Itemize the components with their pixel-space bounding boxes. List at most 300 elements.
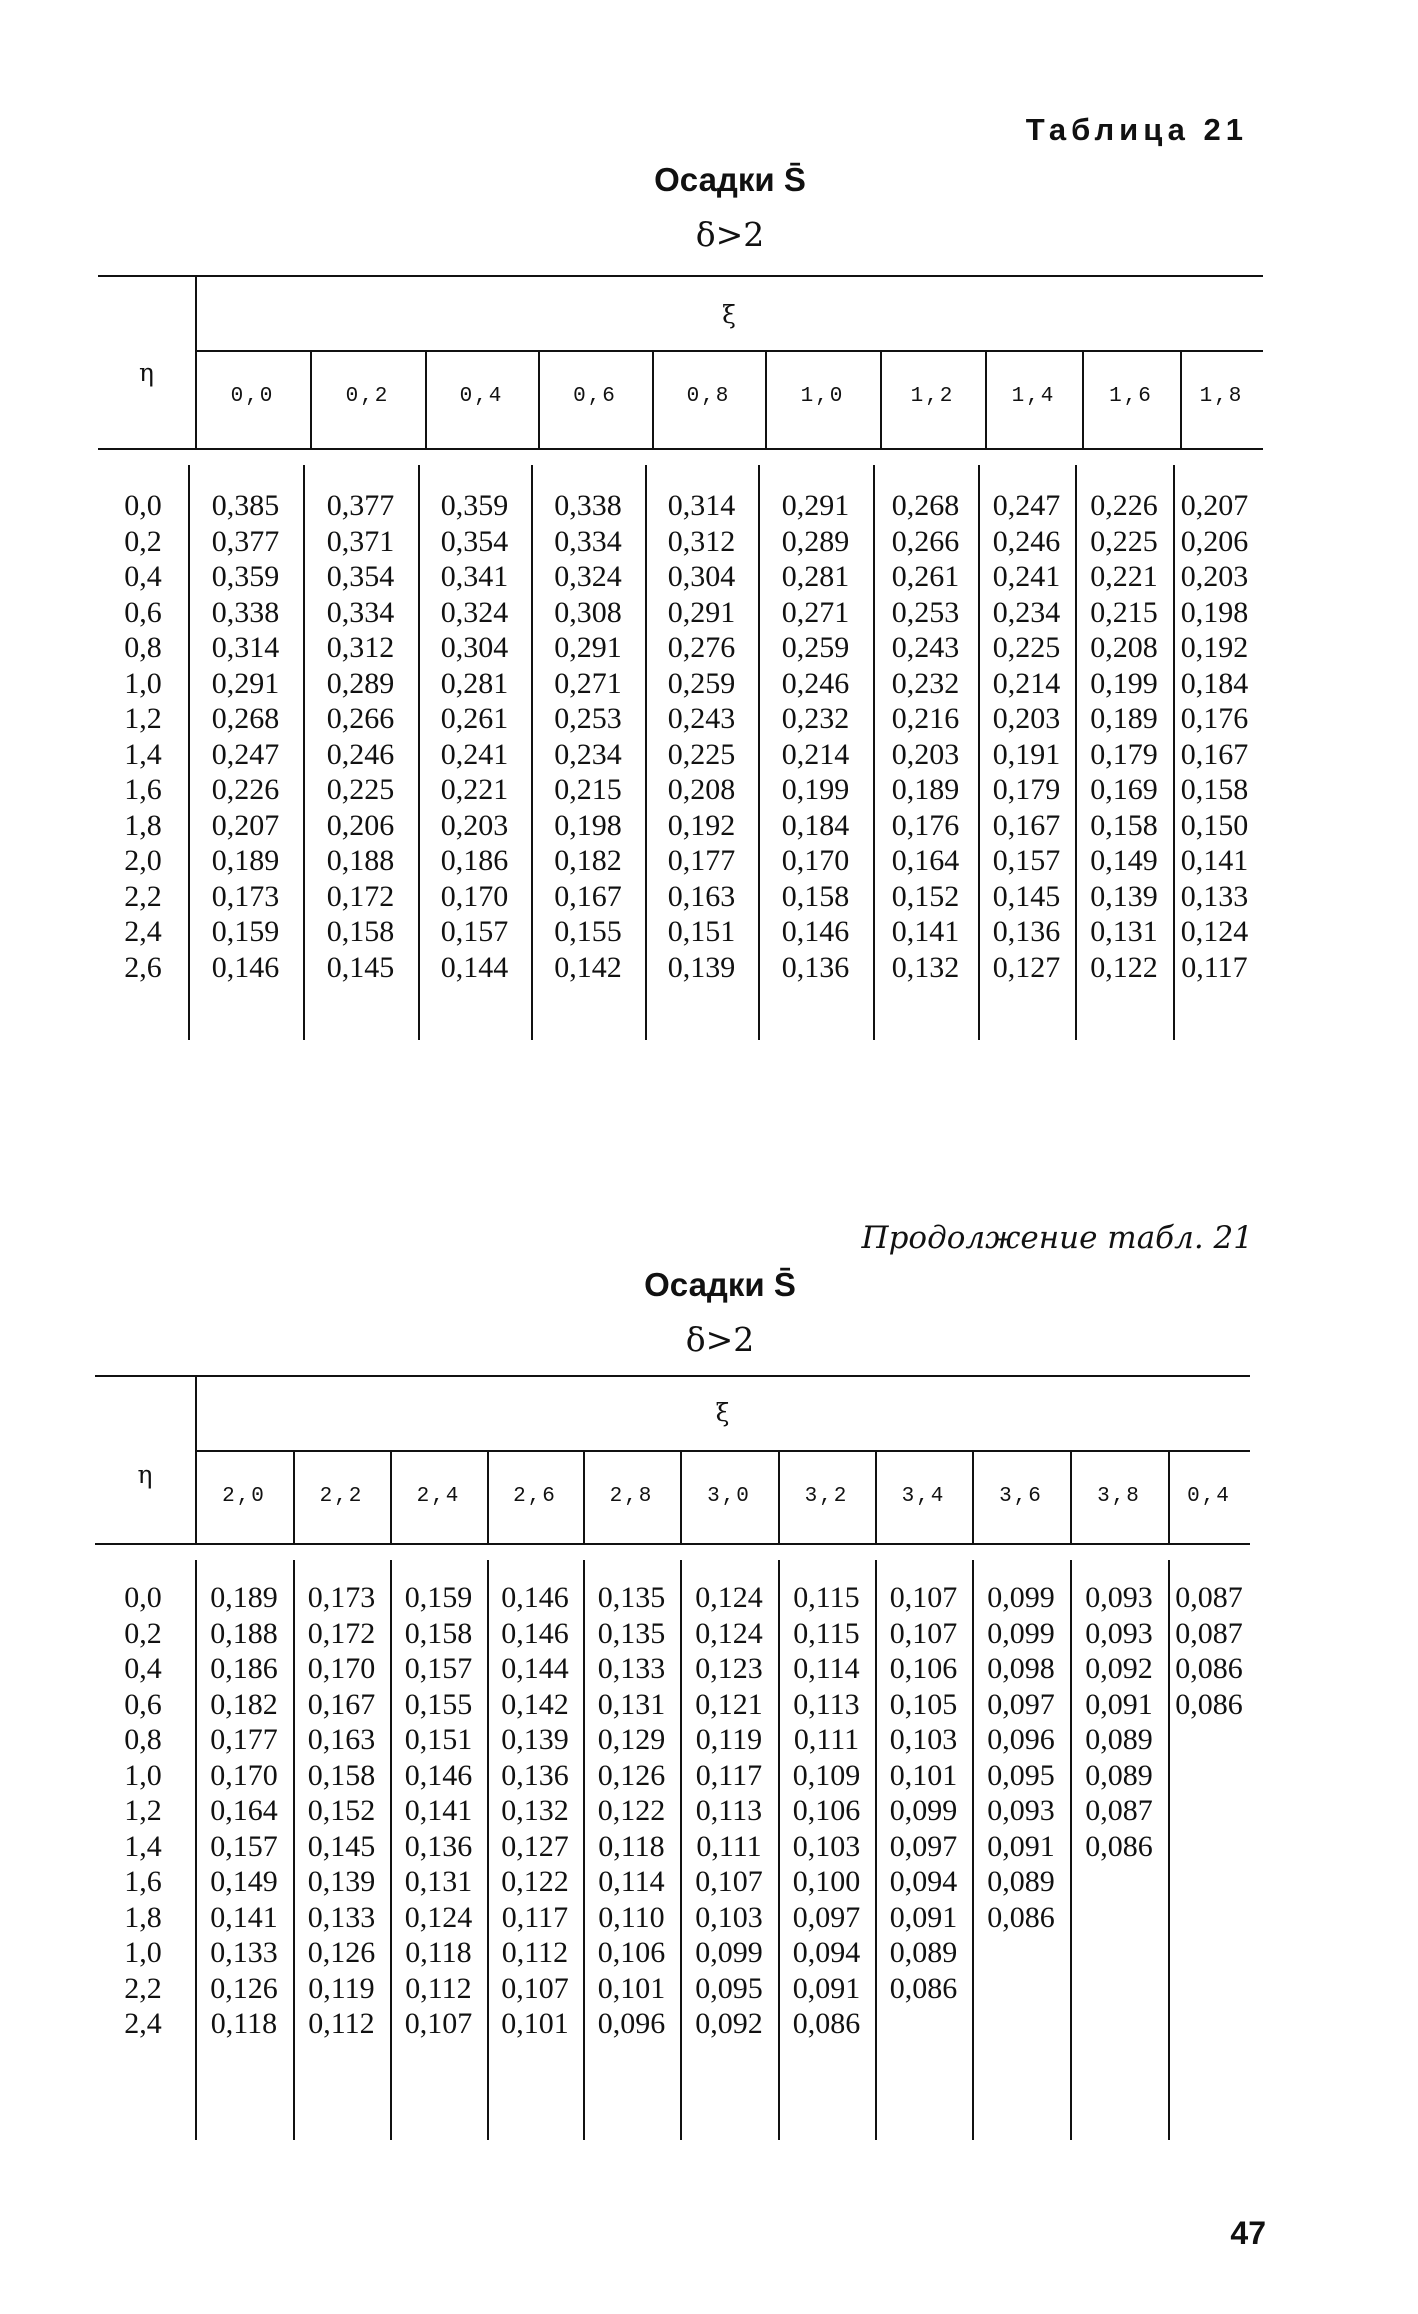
table-cell: 0,123 xyxy=(695,1652,763,1685)
table-cell: 0,087 xyxy=(1175,1616,1243,1650)
table-cell: 0,129 xyxy=(597,1723,666,1756)
table-cell: 0,087 xyxy=(1085,1794,1153,1827)
row-label: 2,6 xyxy=(124,950,162,984)
table-cell: 0,354 xyxy=(440,524,509,558)
table-cell: 0,091 xyxy=(1085,1687,1153,1721)
table-cell: 0,215 xyxy=(554,773,622,806)
header-sub-rule xyxy=(195,1450,1250,1452)
column-header: 1,2 xyxy=(910,385,955,408)
table-cell: 0,253 xyxy=(554,702,622,735)
table-cell: 0,182 xyxy=(554,844,622,877)
table-cell: 0,170 xyxy=(307,1652,376,1685)
table-condition-2: δ>2 xyxy=(685,1320,755,1359)
table-cell: 0,259 xyxy=(667,666,736,700)
table-cell: 0,334 xyxy=(554,524,622,558)
table-cell: 0,158 xyxy=(1090,808,1158,842)
table-cell: 0,107 xyxy=(889,1616,958,1650)
table-cell: 0,289 xyxy=(326,666,395,700)
table-cell: 0,136 xyxy=(501,1758,569,1792)
table-cell: 0,203 xyxy=(440,808,509,842)
row-label: 1,8 xyxy=(124,1900,162,1934)
table-cell: 0,184 xyxy=(1180,666,1249,700)
table-cell: 0,100 xyxy=(792,1865,861,1898)
caption-text-2: Осадки S̄ xyxy=(644,1266,796,1303)
table-cell: 0,208 xyxy=(1090,631,1158,664)
row-label: 2,2 xyxy=(124,879,162,913)
table-cell: 0,086 xyxy=(1085,1829,1153,1863)
table-cell: 0,226 xyxy=(211,773,280,806)
table-cell: 0,159 xyxy=(211,915,280,948)
table-cell: 0,338 xyxy=(211,595,280,629)
table-cell: 0,158 xyxy=(307,1758,376,1792)
row-label: 0,6 xyxy=(124,595,162,629)
table-cell: 0,172 xyxy=(307,1616,376,1650)
row-label: 1,0 xyxy=(124,1936,162,1969)
table-cell: 0,198 xyxy=(1180,595,1249,629)
table-cell: 0,246 xyxy=(326,737,395,771)
table-cell: 0,103 xyxy=(695,1900,763,1934)
table-cell: 0,091 xyxy=(889,1900,958,1934)
table-cell: 0,095 xyxy=(987,1758,1055,1792)
table-cell: 0,338 xyxy=(554,489,622,522)
table-cell: 0,186 xyxy=(440,844,509,877)
table-cell: 0,172 xyxy=(326,879,395,913)
table-cell: 0,169 xyxy=(1090,773,1158,806)
column-header: 3,8 xyxy=(1097,1485,1141,1508)
table-cell: 0,095 xyxy=(695,1971,763,2005)
table-cell: 0,158 xyxy=(404,1616,473,1650)
table-cell: 0,124 xyxy=(404,1900,473,1934)
table-cell: 0,141 xyxy=(210,1900,278,1934)
table-cell: 0,118 xyxy=(210,2007,278,2040)
table-cell: 0,173 xyxy=(211,879,280,913)
table-cell: 0,225 xyxy=(992,631,1061,664)
row-label: 1,4 xyxy=(124,737,162,771)
table-cell: 0,112 xyxy=(501,1936,569,1969)
table-cell: 0,119 xyxy=(695,1723,763,1756)
table-cell: 0,189 xyxy=(891,773,960,806)
table-cell: 0,139 xyxy=(667,950,736,984)
table-cell: 0,304 xyxy=(667,560,736,593)
table-cell: 0,101 xyxy=(889,1758,958,1792)
table-cell: 0,133 xyxy=(210,1936,278,1969)
table-top-rule xyxy=(98,275,1263,277)
table-cell: 0,354 xyxy=(326,560,395,593)
table-cell: 0,291 xyxy=(211,666,280,700)
table-cell: 0,304 xyxy=(440,631,509,664)
table-cell: 0,312 xyxy=(326,631,395,664)
table-cell: 0,176 xyxy=(1180,702,1249,735)
table-cell: 0,385 xyxy=(211,489,280,522)
table-cell: 0,135 xyxy=(597,1616,666,1650)
column-header: 0,4 xyxy=(1187,1485,1231,1508)
table-cell: 0,122 xyxy=(1090,950,1158,984)
table-cell: 0,106 xyxy=(597,1936,666,1969)
table-cell: 0,179 xyxy=(992,773,1061,806)
table-cell: 0,126 xyxy=(307,1936,376,1969)
column-header: 1,6 xyxy=(1109,385,1153,408)
row-label: 0,0 xyxy=(124,489,162,522)
row-label: 0,8 xyxy=(124,631,162,664)
table-cell: 0,099 xyxy=(889,1794,958,1827)
table-cell: 0,163 xyxy=(307,1723,376,1756)
table-cell: 0,141 xyxy=(1180,844,1249,877)
table-cell: 0,135 xyxy=(597,1581,666,1614)
table-cell: 0,206 xyxy=(1180,524,1249,558)
table-cell: 0,144 xyxy=(440,950,509,984)
table-cell: 0,291 xyxy=(781,489,850,522)
table-cell: 0,117 xyxy=(1181,950,1248,984)
table-cell: 0,314 xyxy=(211,631,280,664)
table-cell: 0,247 xyxy=(211,737,280,771)
table-cell: 0,281 xyxy=(781,560,850,593)
table-cell: 0,191 xyxy=(992,737,1061,771)
table-cell: 0,232 xyxy=(781,702,850,735)
table-cell: 0,146 xyxy=(781,915,850,948)
table-cell: 0,086 xyxy=(1175,1687,1243,1721)
table-cell: 0,151 xyxy=(404,1723,473,1756)
table-cell: 0,127 xyxy=(992,950,1061,984)
table-cell: 0,127 xyxy=(501,1829,569,1863)
table-cell: 0,177 xyxy=(210,1723,278,1756)
table-cell: 0,203 xyxy=(992,702,1061,735)
table-cell: 0,268 xyxy=(211,702,280,735)
table-cell: 0,106 xyxy=(792,1794,861,1827)
table-cell: 0,158 xyxy=(1180,773,1249,806)
row-label: 1,8 xyxy=(124,808,162,842)
table-cell: 0,133 xyxy=(597,1652,666,1685)
table-cell: 0,157 xyxy=(440,915,509,948)
table-cell: 0,124 xyxy=(695,1616,763,1650)
table-cell: 0,089 xyxy=(1085,1723,1153,1756)
table-cell: 0,241 xyxy=(440,737,509,771)
column-header: 3,0 xyxy=(707,1485,751,1508)
table-cell: 0,246 xyxy=(781,666,850,700)
table-cell: 0,092 xyxy=(1085,1652,1153,1685)
column-header: 3,6 xyxy=(999,1485,1043,1508)
table-cell: 0,308 xyxy=(554,595,622,629)
table-cell: 0,144 xyxy=(501,1652,569,1685)
row-label: 2,4 xyxy=(124,915,162,948)
table-cell: 0,118 xyxy=(405,1936,472,1969)
table-cell: 0,173 xyxy=(307,1581,376,1614)
caption-text: Осадки S̄ xyxy=(654,161,806,198)
table-cell: 0,246 xyxy=(992,524,1061,558)
row-label: 0,4 xyxy=(124,1652,162,1685)
table-cell: 0,132 xyxy=(501,1794,569,1827)
table-cell: 0,115 xyxy=(793,1616,860,1650)
table-cell: 0,208 xyxy=(667,773,736,806)
table-cell: 0,155 xyxy=(404,1687,473,1721)
column-variable-symbol: ξ xyxy=(715,1398,730,1427)
column-header: 0,0 xyxy=(230,385,275,408)
table-cell: 0,199 xyxy=(1090,666,1158,700)
table-cell: 0,159 xyxy=(404,1581,473,1614)
column-header: 1,0 xyxy=(800,385,845,408)
table-cell: 0,112 xyxy=(405,1971,472,2005)
table-cell: 0,097 xyxy=(792,1900,861,1934)
table-cell: 0,124 xyxy=(1180,915,1249,948)
table-cell: 0,206 xyxy=(326,808,395,842)
table-cell: 0,136 xyxy=(992,915,1061,948)
header-bottom-rule xyxy=(95,1543,1250,1545)
table-cell: 0,101 xyxy=(501,2007,569,2040)
header-sub-rule xyxy=(195,350,1263,352)
row-label: 1,6 xyxy=(124,1865,162,1898)
table-cell: 0,243 xyxy=(667,702,736,735)
table-cell: 0,091 xyxy=(987,1829,1055,1863)
row-label: 2,4 xyxy=(124,2007,162,2040)
column-header: 0,2 xyxy=(345,385,390,408)
table-condition: δ>2 xyxy=(695,215,765,254)
table-cell: 0,139 xyxy=(307,1865,376,1898)
table-cell: 0,314 xyxy=(667,489,736,522)
table-cell: 0,141 xyxy=(891,915,960,948)
table-cell: 0,146 xyxy=(501,1616,569,1650)
column-header: 1,4 xyxy=(1011,385,1056,408)
table-cell: 0,371 xyxy=(326,524,395,558)
row-variable-symbol: η xyxy=(139,358,154,387)
table-cell: 0,203 xyxy=(891,737,960,771)
table-cell: 0,359 xyxy=(211,560,280,593)
table-cell: 0,113 xyxy=(793,1687,860,1721)
table-cell: 0,146 xyxy=(404,1758,473,1792)
table-cell: 0,124 xyxy=(695,1581,763,1614)
table-cell: 0,107 xyxy=(404,2007,473,2040)
table-cell: 0,163 xyxy=(667,879,736,913)
table-cell: 0,377 xyxy=(211,524,280,558)
table-cell: 0,170 xyxy=(440,879,509,913)
table-cell: 0,145 xyxy=(992,879,1061,913)
table-cell: 0,225 xyxy=(326,773,395,806)
table-cell: 0,086 xyxy=(1175,1652,1243,1685)
table-cell: 0,110 xyxy=(598,1900,665,1934)
table-cell: 0,259 xyxy=(781,631,850,664)
table-cell: 0,266 xyxy=(326,702,395,735)
table-cell: 0,149 xyxy=(1090,844,1158,877)
table-cell: 0,097 xyxy=(889,1829,958,1863)
table-cell: 0,097 xyxy=(987,1687,1055,1721)
table-cell: 0,086 xyxy=(792,2007,861,2040)
table-caption-2 xyxy=(510,1265,930,1304)
table-cell: 0,109 xyxy=(792,1758,861,1792)
table-cell: 0,189 xyxy=(211,844,280,877)
table-cell: 0,198 xyxy=(554,808,622,842)
column-header: 0,4 xyxy=(459,385,504,408)
table-cell: 0,141 xyxy=(404,1794,473,1827)
column-header: 2,0 xyxy=(222,1485,266,1508)
table-cell: 0,221 xyxy=(440,773,509,806)
table-cell: 0,151 xyxy=(667,915,736,948)
table-cell: 0,139 xyxy=(501,1723,569,1756)
table-cell: 0,167 xyxy=(554,879,622,913)
table-cell: 0,164 xyxy=(210,1794,278,1827)
table-cell: 0,157 xyxy=(404,1652,473,1685)
table-cell: 0,177 xyxy=(667,844,736,877)
table-cell: 0,119 xyxy=(308,1971,375,2005)
table-cell: 0,225 xyxy=(667,737,736,771)
table-cell: 0,103 xyxy=(889,1723,958,1756)
table-cell: 0,234 xyxy=(554,737,622,771)
row-label: 2,0 xyxy=(124,844,162,877)
table-cell: 0,146 xyxy=(211,950,280,984)
row-label: 0,6 xyxy=(124,1687,162,1721)
column-header: 0,6 xyxy=(573,385,617,408)
table-cell: 0,241 xyxy=(992,560,1061,593)
table-cell: 0,226 xyxy=(1090,489,1158,522)
table-label: Таблица 21 xyxy=(1025,112,1248,147)
table-cell: 0,133 xyxy=(1180,879,1249,913)
table-cell: 0,271 xyxy=(554,666,622,700)
table-cell: 0,092 xyxy=(695,2007,763,2040)
table-cell: 0,170 xyxy=(781,844,850,877)
table-cell: 0,281 xyxy=(440,666,509,700)
table-cell: 0,086 xyxy=(987,1900,1055,1934)
table-cell: 0,101 xyxy=(597,1971,666,2005)
table-cell: 0,221 xyxy=(1090,560,1158,593)
column-header: 0,8 xyxy=(686,385,731,408)
header-bottom-rule xyxy=(98,448,1263,450)
table-cell: 0,106 xyxy=(889,1652,958,1685)
row-label: 0,2 xyxy=(124,1616,162,1650)
row-label: 1,0 xyxy=(124,1758,162,1792)
table-cell: 0,152 xyxy=(307,1794,376,1827)
table-cell: 0,149 xyxy=(210,1865,278,1898)
table-cell: 0,232 xyxy=(891,666,960,700)
table-cell: 0,334 xyxy=(326,595,395,629)
page-number: 47 xyxy=(1230,2215,1266,2251)
table-cell: 0,186 xyxy=(210,1652,278,1685)
table-cell: 0,136 xyxy=(404,1829,473,1863)
table-cell: 0,145 xyxy=(326,950,395,984)
table-cell: 0,216 xyxy=(891,702,960,735)
table-cell: 0,192 xyxy=(1180,631,1249,664)
table-cell: 0,126 xyxy=(597,1758,666,1792)
table-cell: 0,131 xyxy=(597,1687,666,1721)
table-cell: 0,093 xyxy=(987,1794,1055,1827)
table-cell: 0,203 xyxy=(1180,560,1249,593)
table-cell: 0,261 xyxy=(440,702,509,735)
table-cell: 0,247 xyxy=(992,489,1061,522)
table-cell: 0,105 xyxy=(889,1687,958,1721)
table-cell: 0,136 xyxy=(781,950,850,984)
column-header: 2,6 xyxy=(513,1485,557,1508)
table-cell: 0,145 xyxy=(307,1829,376,1863)
table-cell: 0,291 xyxy=(667,595,736,629)
table-cell: 0,207 xyxy=(1180,489,1249,522)
table-cell: 0,188 xyxy=(326,844,395,877)
table-cell: 0,157 xyxy=(992,844,1061,877)
table-cell: 0,192 xyxy=(667,808,736,842)
column-header: 2,8 xyxy=(609,1485,654,1508)
table-cell: 0,155 xyxy=(554,915,622,948)
table-cell: 0,103 xyxy=(792,1829,861,1863)
table-cell: 0,114 xyxy=(793,1652,860,1685)
table-cell: 0,094 xyxy=(792,1936,861,1969)
table-cell: 0,253 xyxy=(891,595,960,629)
column-header: 1,8 xyxy=(1199,385,1244,408)
table-cell: 0,214 xyxy=(781,737,850,771)
row-variable-symbol: η xyxy=(137,1460,153,1489)
table-cell: 0,093 xyxy=(1085,1616,1153,1650)
table-cell: 0,091 xyxy=(792,1971,861,2005)
table-cell: 0,089 xyxy=(987,1865,1055,1898)
table-cell: 0,087 xyxy=(1175,1581,1243,1614)
column-header: 2,2 xyxy=(319,1485,364,1508)
table-cell: 0,150 xyxy=(1180,808,1249,842)
table-cell: 0,099 xyxy=(695,1936,763,1969)
table-cell: 0,167 xyxy=(307,1687,376,1721)
table-cell: 0,268 xyxy=(891,489,960,522)
table-cell: 0,189 xyxy=(1090,702,1158,735)
column-header: 3,4 xyxy=(901,1485,946,1508)
table-cell: 0,234 xyxy=(992,595,1061,629)
table-cell: 0,142 xyxy=(501,1687,569,1721)
table-cell: 0,086 xyxy=(889,1971,958,2005)
table-cell: 0,207 xyxy=(211,808,280,842)
table-cell: 0,188 xyxy=(210,1616,278,1650)
table-cell: 0,111 xyxy=(793,1723,860,1756)
table-cell: 0,089 xyxy=(889,1936,958,1969)
table-cell: 0,093 xyxy=(1085,1581,1153,1614)
table-cell: 0,118 xyxy=(598,1829,665,1863)
table-cell: 0,099 xyxy=(987,1616,1055,1650)
table-cell: 0,107 xyxy=(501,1971,569,2005)
table-cell: 0,139 xyxy=(1090,879,1158,913)
row-label: 0,0 xyxy=(124,1581,162,1614)
table-cell: 0,096 xyxy=(987,1723,1055,1756)
table-cell: 0,276 xyxy=(667,631,736,664)
row-label: 2,2 xyxy=(124,1971,162,2005)
row-label: 0,8 xyxy=(124,1723,162,1756)
row-label: 1,6 xyxy=(124,773,162,806)
table-cell: 0,111 xyxy=(696,1829,762,1863)
table-cell: 0,291 xyxy=(554,631,622,664)
table-cell: 0,117 xyxy=(501,1900,569,1934)
table-cell: 0,099 xyxy=(987,1581,1055,1614)
table-caption xyxy=(520,160,940,199)
table-cell: 0,132 xyxy=(891,950,960,984)
table-cell: 0,266 xyxy=(891,524,960,558)
table-cell: 0,126 xyxy=(210,1971,278,2005)
table-cell: 0,112 xyxy=(308,2007,375,2040)
table-cell: 0,094 xyxy=(889,1865,958,1898)
table-cell: 0,096 xyxy=(597,2007,666,2040)
row-label: 0,4 xyxy=(124,560,162,593)
table-cell: 0,122 xyxy=(501,1865,569,1898)
table-cell: 0,324 xyxy=(554,560,622,593)
table-cell: 0,377 xyxy=(326,489,395,522)
table-cell: 0,158 xyxy=(781,879,850,913)
table-cell: 0,121 xyxy=(695,1687,763,1721)
column-variable-symbol: ξ xyxy=(722,300,736,329)
table-cell: 0,215 xyxy=(1090,595,1158,629)
table-cell: 0,098 xyxy=(987,1652,1055,1685)
table-cell: 0,271 xyxy=(781,595,850,629)
table-cell: 0,131 xyxy=(1090,915,1158,948)
table-cell: 0,122 xyxy=(597,1794,666,1827)
table-cell: 0,170 xyxy=(210,1758,278,1792)
column-header: 3,2 xyxy=(804,1485,849,1508)
table-cell: 0,341 xyxy=(440,560,509,593)
table-cell: 0,089 xyxy=(1085,1758,1153,1792)
table-cell: 0,113 xyxy=(695,1794,763,1827)
table-cell: 0,133 xyxy=(307,1900,376,1934)
continuation-label: Продолжение табл. 21 xyxy=(861,1220,1253,1256)
row-label: 1,4 xyxy=(124,1829,162,1863)
table-cell: 0,167 xyxy=(1180,737,1249,771)
table-cell: 0,189 xyxy=(210,1581,278,1614)
